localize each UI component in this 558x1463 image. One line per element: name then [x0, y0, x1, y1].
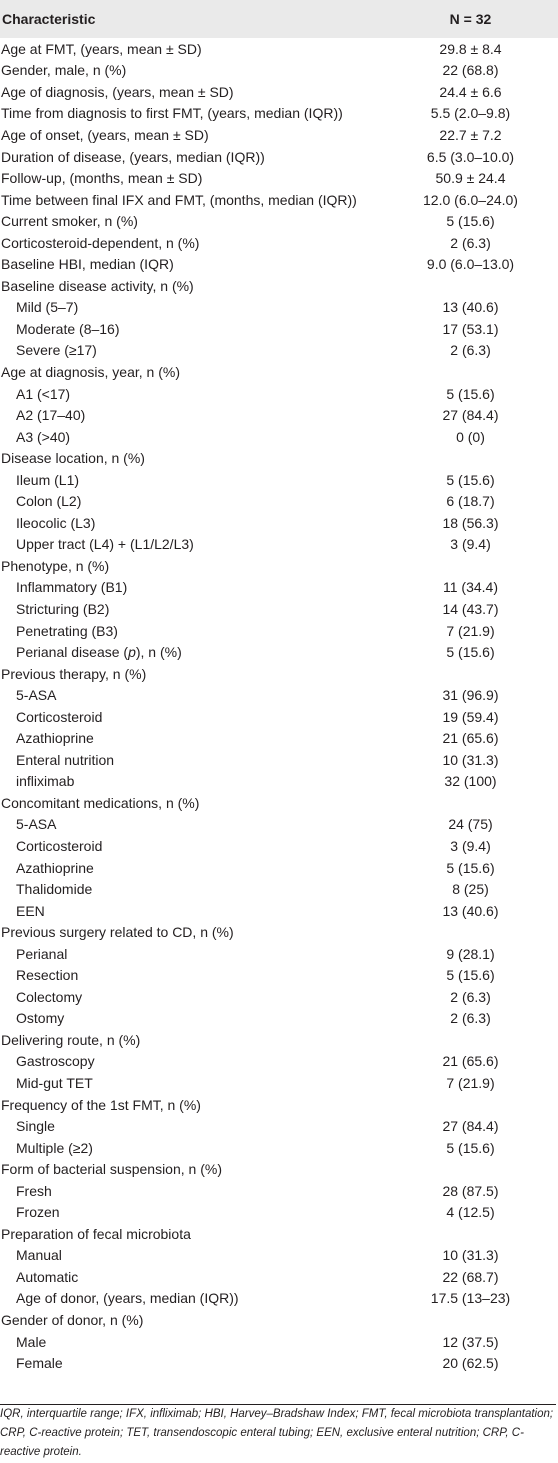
header-n: N = 32: [449, 11, 492, 27]
row-label: Perianal: [16, 945, 68, 962]
row-value: 50.9 ± 24.4: [435, 170, 506, 187]
row-label: Delivering route, n (%): [1, 1031, 141, 1048]
table-row: [0, 857, 558, 879]
row-label: Moderate (8–16): [16, 320, 120, 337]
table-row: [0, 728, 558, 750]
row-label: Gender, male, n (%): [1, 62, 127, 79]
row-value: 24.4 ± 6.6: [439, 83, 502, 100]
table-row: [0, 1158, 558, 1180]
row-value: 5 (15.6): [446, 213, 495, 230]
row-label: Female: [16, 1355, 63, 1372]
row-label: 5-ASA: [16, 816, 57, 833]
table-row: [0, 81, 558, 103]
table-row: [0, 835, 558, 857]
row-label: Duration of disease, (years, median (IQR)): [1, 148, 265, 165]
row-value: 5 (15.6): [446, 967, 495, 984]
row-value: 28 (87.5): [442, 1182, 499, 1199]
row-value: 3 (9.4): [450, 536, 491, 553]
row-label: Ostomy: [16, 1010, 65, 1027]
row-value: 14 (43.7): [442, 600, 499, 617]
row-label: Previous surgery related to CD, n (%): [1, 924, 234, 941]
row-value: 22 (68.8): [442, 62, 499, 79]
table-row: [0, 275, 558, 297]
table-row: [0, 1223, 558, 1245]
row-value: 13 (40.6): [442, 299, 499, 316]
header-characteristic: Characteristic: [2, 11, 96, 27]
row-label: Enteral nutrition: [16, 751, 115, 768]
table-row: [0, 814, 558, 836]
row-label: Severe (≥17): [16, 342, 97, 359]
row-label: Fresh: [16, 1182, 52, 1199]
table-row: [0, 1202, 558, 1224]
row-value: 22.7 ± 7.2: [439, 126, 502, 143]
row-label: Frozen: [16, 1204, 60, 1221]
table-row: [0, 210, 558, 232]
row-label: Manual: [16, 1247, 62, 1264]
table-row: [0, 641, 558, 663]
table-row: [0, 361, 558, 383]
table-row: [0, 943, 558, 965]
row-value: [383, 361, 558, 383]
row-label: Gastroscopy: [16, 1053, 95, 1070]
row-value: [383, 921, 558, 943]
row-label: Previous therapy, n (%): [1, 665, 147, 682]
row-value: 24 (75): [448, 816, 493, 833]
row-value: [383, 792, 558, 814]
table-row: [0, 512, 558, 534]
table-row: [0, 124, 558, 146]
table-row: [0, 706, 558, 728]
table-row: [0, 878, 558, 900]
row-value: 13 (40.6): [442, 902, 499, 919]
table-row: [0, 1266, 558, 1288]
row-label: Form of bacterial suspension, n (%): [1, 1161, 222, 1178]
row-value: [383, 1309, 558, 1331]
row-label: Multiple (≥2): [16, 1139, 93, 1156]
table-row: [0, 1029, 558, 1051]
row-label: Age of donor, (years, median (IQR)): [16, 1290, 239, 1307]
row-value: 6 (18.7): [446, 493, 495, 510]
table-row: [0, 771, 558, 793]
row-label: Colon (L2): [16, 493, 82, 510]
row-label: Azathioprine: [16, 730, 94, 747]
row-value: [383, 1223, 558, 1245]
table-header-row: [0, 0, 558, 38]
row-value: 8 (25): [452, 881, 489, 898]
table-row: [0, 684, 558, 706]
row-label: Corticosteroid: [16, 838, 103, 854]
row-label: Corticosteroid: [16, 708, 103, 725]
table-row: [0, 1180, 558, 1202]
row-label: Azathioprine: [16, 859, 94, 876]
table-row: [0, 1008, 558, 1030]
row-value: 19 (59.4): [442, 708, 499, 725]
row-label: Current smoker, n (%): [1, 213, 138, 230]
table-row: [0, 986, 558, 1008]
row-label: Concomitant medications, n (%): [1, 794, 200, 811]
row-value: 22 (68.7): [442, 1268, 499, 1285]
table-row: [0, 1072, 558, 1094]
table-row: [0, 253, 558, 275]
table-row: [0, 900, 558, 922]
row-label: A1 (<17): [16, 385, 71, 402]
table-row: [0, 555, 558, 577]
row-value: 12 (37.5): [442, 1333, 499, 1350]
row-label: Time from diagnosis to first FMT, (years, median (IQR)): [1, 105, 343, 122]
table-body: [0, 38, 558, 1374]
row-label: Mild (5–7): [16, 299, 79, 316]
row-value: 17.5 (13–23): [430, 1290, 511, 1307]
row-value: 9 (28.1): [446, 945, 495, 962]
table-row: [0, 792, 558, 814]
row-label: Baseline disease activity, n (%): [1, 277, 194, 294]
row-label: Age at FMT, (years, mean ± SD): [1, 40, 202, 57]
table-row: [0, 749, 558, 771]
row-label: Preparation of fecal microbiota: [1, 1225, 191, 1242]
table-footnote: IQR, interquartile range; IFX, infliximab; HBI, Harvey–Bradshaw Index; FMT, fecal microbiota transplantation; CRP, C-reactive protein; TET, transendoscopic enteral tubing; EEN, exclusive enteral nutrition; CRP, C-reactive protein.: [0, 1404, 556, 1462]
row-value: 5 (15.6): [446, 1139, 495, 1156]
row-label: Upper tract (L4) + (L1/L2/L3): [16, 536, 194, 553]
table-row: [0, 318, 558, 340]
row-value: 0 (0): [456, 428, 485, 445]
row-value: 11 (34.4): [443, 579, 498, 596]
row-value: [383, 447, 558, 469]
row-value: 5 (15.6): [446, 471, 495, 488]
row-label: Frequency of the 1st FMT, n (%): [1, 1096, 201, 1113]
row-label: Ileocolic (L3): [16, 514, 96, 531]
row-value: 5.5 (2.0–9.8): [430, 105, 511, 122]
row-value: [383, 1094, 558, 1116]
italic-p: p: [128, 644, 136, 661]
table-row: [0, 404, 558, 426]
row-value: 5 (15.6): [446, 644, 495, 661]
row-label: Colectomy: [16, 988, 83, 1005]
row-label: Automatic: [16, 1268, 79, 1285]
table-row: [0, 1288, 558, 1310]
row-label: EEN: [16, 902, 45, 919]
table-row: [0, 447, 558, 469]
table-row: [0, 921, 558, 943]
row-label: Inflammatory (B1): [16, 579, 128, 596]
row-label: Resection: [16, 967, 79, 984]
table-row: [0, 534, 558, 556]
table-row: [0, 1051, 558, 1073]
row-label: Stricturing (B2): [16, 600, 110, 617]
row-value: 7 (21.9): [446, 1075, 495, 1092]
table-row: [0, 469, 558, 491]
row-label: Mid-gut TET: [16, 1075, 93, 1092]
row-value: 2 (6.3): [450, 1010, 491, 1027]
row-value: [383, 275, 558, 297]
row-value: 10 (31.3): [442, 751, 499, 768]
row-value: 21 (65.6): [442, 730, 499, 747]
row-value: 2 (6.3): [450, 342, 491, 359]
row-value: [383, 663, 558, 685]
row-value: 9.0 (6.0–13.0): [426, 256, 515, 273]
row-value: 2 (6.3): [450, 988, 491, 1005]
row-value: 17 (53.1): [442, 320, 499, 337]
row-label: A3 (>40): [16, 428, 71, 445]
row-label: Age at diagnosis, year, n (%): [1, 363, 180, 380]
row-value: 12.0 (6.0–24.0): [423, 191, 518, 208]
table-row: [0, 232, 558, 254]
row-label: Time between final IFX and FMT, (months, median (IQR)): [1, 191, 357, 208]
table-row: [0, 1331, 558, 1353]
row-value: 27 (84.4): [442, 407, 499, 424]
table-row: [0, 1137, 558, 1159]
table-row: [0, 383, 558, 405]
row-label: Disease location, n (%): [1, 450, 145, 467]
table-row: [0, 60, 558, 82]
table-row: [0, 620, 558, 642]
row-label: Corticosteroid-dependent, n (%): [1, 234, 200, 251]
table-row: [0, 297, 558, 319]
row-label: A2 (17–40): [16, 407, 86, 424]
table-row: [0, 38, 558, 60]
row-label: 5-ASA: [16, 687, 57, 704]
table-row: [0, 577, 558, 599]
table-row: [0, 340, 558, 362]
row-value: [383, 555, 558, 577]
row-label: Single: [16, 1118, 55, 1135]
table-row: [0, 146, 558, 168]
row-value: 20 (62.5): [442, 1355, 499, 1372]
row-label: Gender of donor, n (%): [1, 1312, 144, 1329]
table-row: [0, 965, 558, 987]
table-row: [0, 663, 558, 685]
table-row: [0, 1352, 558, 1374]
row-value: 5 (15.6): [446, 385, 495, 402]
row-value: 7 (21.9): [446, 622, 495, 639]
row-value: 21 (65.6): [442, 1053, 499, 1070]
row-label: Baseline HBI, median (IQR): [1, 256, 174, 273]
row-value: 29.8 ± 8.4: [439, 40, 502, 57]
row-value: 10 (31.3): [442, 1247, 499, 1264]
row-value: 4 (12.5): [446, 1204, 495, 1221]
row-value: 18 (56.3): [442, 514, 499, 531]
row-value: 6.5 (3.0–10.0): [426, 148, 515, 165]
row-value: [383, 1029, 558, 1051]
row-label: Age of diagnosis, (years, mean ± SD): [1, 83, 234, 100]
row-label: Follow-up, (months, mean ± SD): [1, 170, 203, 187]
row-label: Male: [16, 1333, 47, 1350]
table-row: [0, 167, 558, 189]
row-label: Thalidomide: [16, 881, 93, 898]
row-value: 3 (9.4): [450, 838, 491, 854]
row-label: Ileum (L1): [16, 471, 80, 488]
table-row: [0, 1115, 558, 1137]
row-label: Perianal disease (p), n (%): [16, 644, 182, 661]
row-label: Age of onset, (years, mean ± SD): [1, 126, 209, 143]
table-row: [0, 103, 558, 125]
table-row: [0, 598, 558, 620]
row-value: 31 (96.9): [442, 687, 499, 704]
table-row: [0, 1094, 558, 1116]
row-value: 2 (6.3): [450, 234, 491, 251]
row-value: 27 (84.4): [442, 1118, 499, 1135]
table-row: [0, 426, 558, 448]
row-label: Penetrating (B3): [16, 622, 118, 639]
table-row: [0, 189, 558, 211]
row-value: 32 (100): [444, 773, 497, 790]
row-label: Phenotype, n (%): [1, 557, 110, 574]
row-value: [383, 1158, 558, 1180]
table-row: [0, 1309, 558, 1331]
row-label: infliximab: [16, 773, 75, 790]
table-row: [0, 490, 558, 512]
table-row: [0, 1245, 558, 1267]
row-value: 5 (15.6): [446, 859, 495, 876]
